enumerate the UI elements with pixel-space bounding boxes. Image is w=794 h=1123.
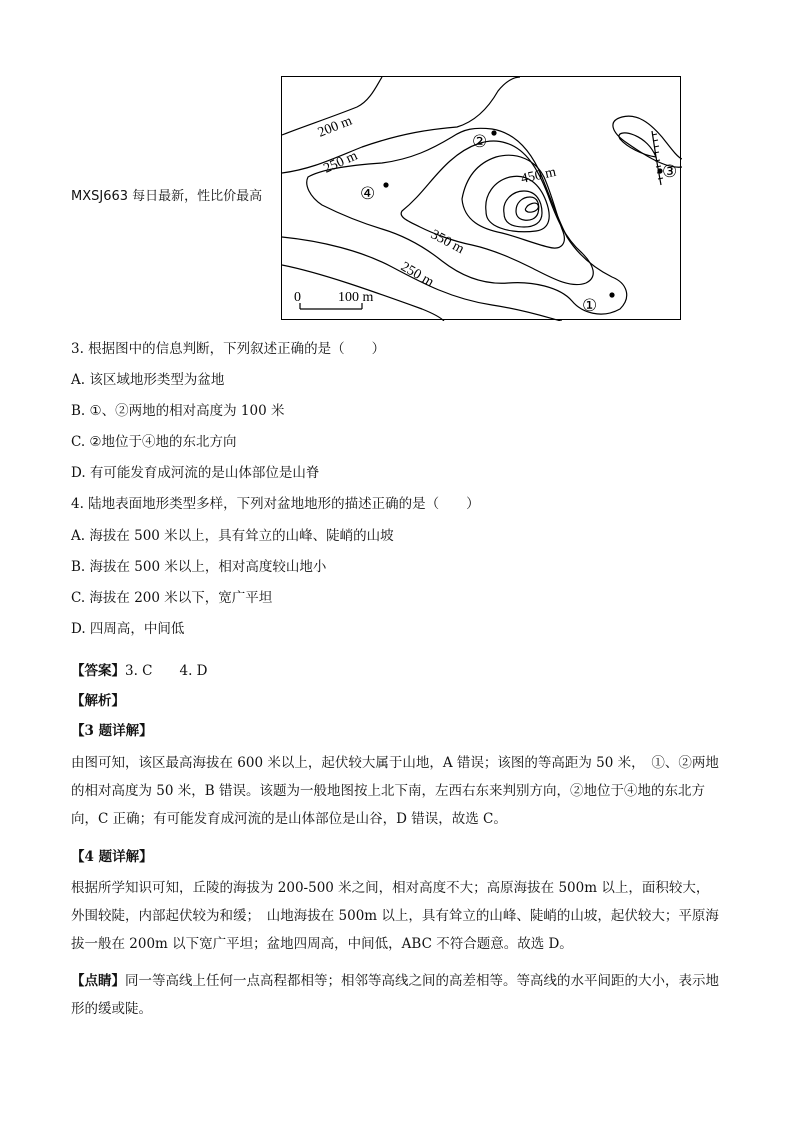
contour-600m xyxy=(525,203,538,212)
label-350m: 350 m xyxy=(428,227,467,258)
watermark-text: MXSJ663 每日最新，性比价最高 xyxy=(71,189,263,204)
scale-bar xyxy=(294,290,374,309)
point-2-dot xyxy=(491,130,496,135)
label-250m-bottom: 250 m xyxy=(398,259,437,291)
answer-text: 3. C 4. D xyxy=(125,663,208,679)
q3-detail-text: 由图可知，该区最高海拔在 600 米以上，起伏较大属于山地，A 错误；该图的等高距为 50 米， ①、②两地的相对高度为 50 米，B 错误。该题为一般地图按上北下南，左西右东来判别方向，②地位于④地的东北方向，C 正确；有可能发育成河流的是山体部位是山谷，D 错误，故选 C。 xyxy=(71,755,719,827)
label-200m: 200 m xyxy=(315,113,355,141)
contour-500m xyxy=(504,191,542,227)
scale-length: 100 m xyxy=(338,290,374,305)
contour-right-inner xyxy=(619,133,656,157)
q4-detail-text: 根据所学知识可知，丘陵的海拔为 200-500 米之间，相对高度不大；高原海拔在 500m 以上，面积较大，外围较陡，内部起伏较为和缓； 山地海拔在 500m 以上，具有耸立的山峰、陡峭的山坡，起伏较大；平原海拔一般在 200m 以下宽广平坦；盆地四周高，中间低，ABC 不符合题意。故选 D。 xyxy=(71,880,719,952)
point-2-label: ② xyxy=(472,132,488,152)
point-1-dot xyxy=(609,292,614,297)
tip-text: 同一等高线上任何一点高程都相等；相邻等高线之间的高差相等。等高线的水平间距的大小，表示地形的缓或陡。 xyxy=(71,973,719,1017)
point-3-label: ③ xyxy=(662,162,678,182)
q4-stem: 4. 陆地表面地形类型多样，下列对盆地地形的描述正确的是（ ） xyxy=(71,496,480,512)
answer-line xyxy=(71,662,208,680)
q3-stem: 3. 根据图中的信息判断，下列叙述正确的是（ ） xyxy=(71,341,386,357)
q4-option-d: D. 四周高，中间低 xyxy=(71,621,185,637)
label-250m-top: 250 m xyxy=(321,148,360,177)
analysis-label: 【解析】 xyxy=(71,693,125,709)
q3-option-b: B. ①、②两地的相对高度为 100 米 xyxy=(71,403,285,419)
q4-option-b: B. 海拔在 500 米以上，相对高度较山地小 xyxy=(71,559,327,575)
q4-detail-label: 【4 题详解】 xyxy=(71,849,153,865)
q4-option-c: C. 海拔在 200 米以下，宽广平坦 xyxy=(71,590,273,606)
label-450m: 450 m xyxy=(519,164,558,187)
tip-paragraph xyxy=(71,967,721,1023)
point-4-dot xyxy=(383,182,388,187)
cliff-line xyxy=(652,131,661,185)
q3-option-a: A. 该区域地形类型为盆地 xyxy=(71,372,225,388)
contour-350m xyxy=(401,141,593,285)
q3-detail-label: 【3 题详解】 xyxy=(71,723,153,739)
answer-label: 【答案】 xyxy=(71,663,125,679)
tip-label: 【点睛】 xyxy=(71,973,125,989)
contour-map xyxy=(281,76,681,320)
q3-option-c: C. ②地位于④地的东北方向 xyxy=(71,434,237,450)
q3-option-d: D. 有可能发育成河流的是山体部位是山脊 xyxy=(71,465,320,481)
contour-250m-top xyxy=(282,77,520,173)
contour-map-graphic xyxy=(282,77,682,321)
q4-option-a: A. 海拔在 500 米以上，具有耸立的山峰、陡峭的山坡 xyxy=(71,528,394,544)
point-4-label: ④ xyxy=(360,184,376,204)
contour-550m xyxy=(516,197,539,220)
scale-zero: 0 xyxy=(294,290,301,305)
point-1-label: ① xyxy=(582,296,598,316)
